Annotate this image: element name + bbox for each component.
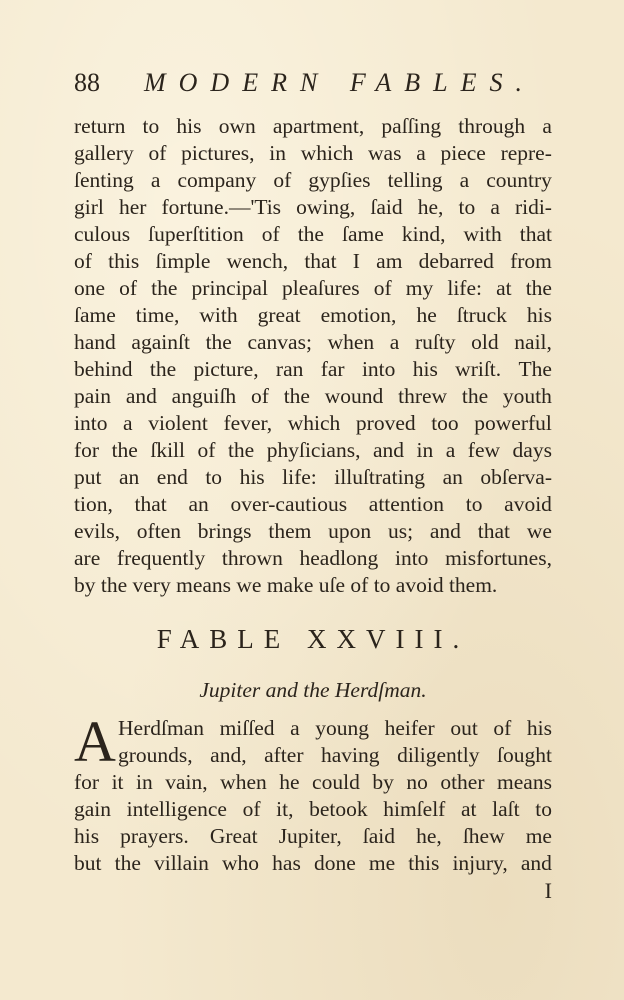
- fable-subtitle: Jupiter and the Herdſman.: [199, 678, 427, 702]
- text-line: tion, that an over-cautious attention to avoid: [74, 492, 552, 516]
- fable-title: FABLE XXVIII.: [156, 624, 470, 654]
- drop-cap: A: [74, 709, 116, 774]
- text-line: put an end to his life: illuſtrating an obſerva-: [74, 465, 552, 489]
- text-line: by the very means we make uſe of to avoid them.: [74, 573, 498, 597]
- text-line: return to his own apartment, paſſing through a: [74, 114, 552, 138]
- text-line: his prayers. Great Jupiter, ſaid he, ſhew me: [74, 824, 552, 848]
- catchword: I: [544, 878, 552, 903]
- text-line: grounds, and, after having diligently ſought: [118, 743, 552, 767]
- page-number: 88: [74, 68, 100, 97]
- text-line: girl her fortune.—'Tis owing, ſaid he, to a ridi-: [74, 195, 552, 219]
- text-line: hand againſt the canvas; when a ruſty old nail,: [74, 330, 552, 354]
- text-line: one of the principal pleaſures of my life: at the: [74, 276, 552, 300]
- running-head: MODERN FABLES.: [144, 68, 535, 97]
- page-header: [74, 68, 554, 108]
- text-line: gallery of pictures, in which was a piece repre-: [74, 141, 552, 165]
- text-line: but the villain who has done me this injury, and: [74, 851, 552, 875]
- text-line: evils, often brings them upon us; and that we: [74, 519, 552, 543]
- text-line: pain and anguiſh of the wound threw the youth: [74, 384, 552, 408]
- text-line: for the ſkill of the phyſicians, and in a few days: [74, 438, 552, 462]
- text-line: behind the picture, ran far into his wriſt. The: [74, 357, 552, 381]
- text-line: Herdſman miſſed a young heifer out of his: [118, 716, 552, 740]
- text-line: ſenting a company of gypſies telling a country: [74, 168, 552, 192]
- text-line: for it in vain, when he could by no other means: [74, 770, 552, 794]
- fable-paragraph: [74, 709, 552, 877]
- text-line: gain intelligence of it, betook himſelf at laſt to: [74, 797, 552, 821]
- paragraph-continued: [74, 113, 552, 599]
- text-line: are frequently thrown headlong into misfortunes,: [74, 546, 552, 570]
- text-line: into a violent fever, which proved too powerful: [74, 411, 552, 435]
- text-line: culous ſuperſtition of the ſame kind, with that: [74, 222, 552, 246]
- text-line: ſame time, with great emotion, he ſtruck his: [74, 303, 552, 327]
- text-line: of this ſimple wench, that I am debarred from: [74, 249, 552, 273]
